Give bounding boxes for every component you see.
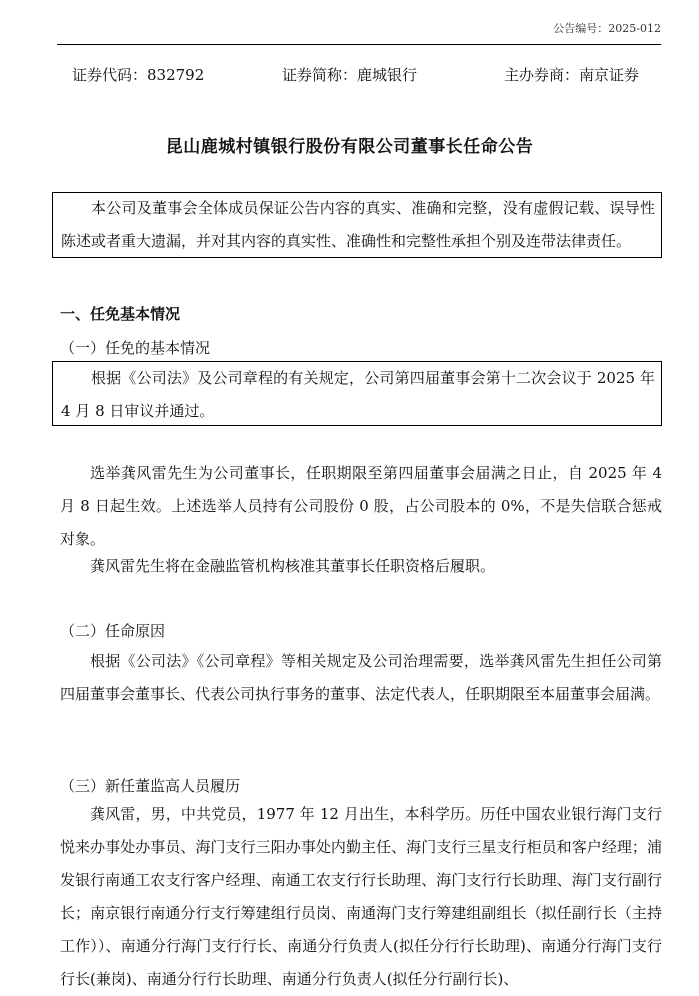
sponsor-broker: 主办券商：南京证券 [504, 66, 640, 84]
notice-number: 公告编号：2025-012 [553, 22, 661, 35]
disclaimer-box [52, 192, 662, 258]
section-heading-appointment: 一、任免基本情况 [60, 305, 181, 323]
election-paragraph: 选举龚风雷先生为公司董事长，任职期限至第四届董事会届满之日止，自 2025 年 4 月 8 日起生效。上述选举人员持有公司股份 0 股，占公司股本的 0%，不是失信联合惩戒对象。 [60, 464, 662, 548]
header-divider [57, 44, 661, 45]
resolution-text: 根据《公司法》及公司章程的有关规定，公司第四届董事会第十二次会议于 2025 年 4 月 8 日审议并通过。 [61, 369, 655, 420]
document-title: 昆山鹿城村镇银行股份有限公司董事长任命公告 [165, 137, 534, 157]
reason-paragraph: 根据《公司法》《公司章程》等相关规定及公司治理需要，选举龚风雷先生担任公司第四届董事会董事长、代表公司执行事务的董事、法定代表人，任职期限至本届董事会届满。 [60, 652, 662, 703]
resume-paragraph: 龚风雷，男，中共党员，1977 年 12 月出生，本科学历。历任中国农业银行海门支行悦来办事处办事员、海门支行三阳办事处内勤主任、海门支行三星支行柜员和客户经理；浦发银行南通工农支行客户经理、南通工农支行行长助理、海门支行行长助理、海门支行副行长；南京银行南通分行支行筹建组行员岗、南通海门支行筹建组副组长（拟任副行长（主持工作））、南通分行海门支行行长、南通分行负责人(拟任分行行长助理)、南通分行海门支行行长(兼岗)、南通分行行长助理、南通分行负责人(拟任分行副行长)、 [60, 805, 662, 988]
subsection-heading-resume: （三）新任董监高人员履历 [60, 777, 241, 795]
disclaimer-text: 本公司及董事会全体成员保证公告内容的真实、准确和完整，没有虚假记载、误导性陈述或者重大遗漏，并对其内容的真实性、准确性和完整性承担个别及连带法律责任。 [61, 199, 655, 250]
security-code: 证券代码：832792 [72, 66, 205, 84]
resolution-box [52, 361, 662, 426]
security-info-row [0, 64, 699, 86]
qualification-paragraph: 龚风雷先生将在金融监管机构核准其董事长任职资格后履职。 [90, 557, 496, 575]
subsection-heading-basic: （一）任免的基本情况 [60, 339, 211, 357]
security-abbreviation: 证券简称：鹿城银行 [282, 66, 418, 84]
subsection-heading-reason: （二）任命原因 [60, 622, 166, 640]
